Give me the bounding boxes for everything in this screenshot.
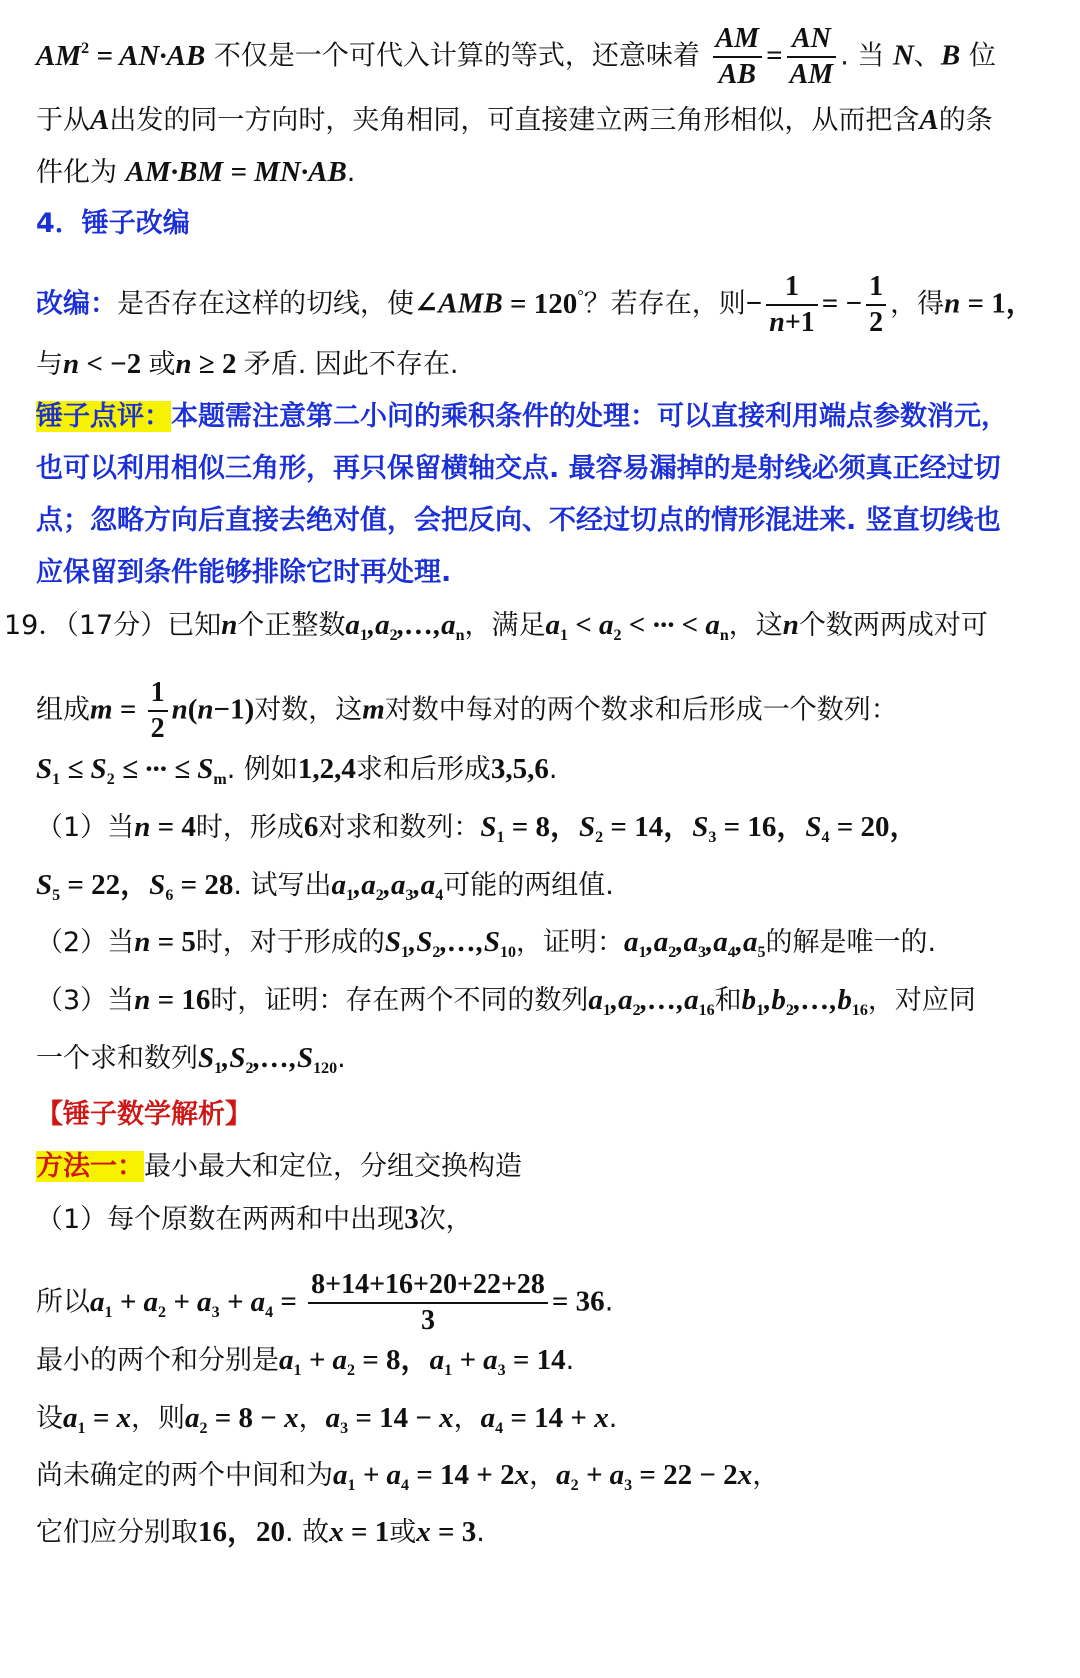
solution-step-1: （1）每个原数在两两和中出现3次， — [36, 1203, 473, 1235]
solution-step-6: 它们应分别取16，20. 故x = 1或x = 3. — [36, 1516, 485, 1548]
solution-step-2: 所以$a_1 + a_2 + a_3 + a_4$ = $\frac{8+14+16+20+22+28}{3}$ = 36. — [36, 1269, 614, 1336]
text: 次， — [418, 1204, 473, 1235]
problem-19-line-1: 19．（17分）已知n个正整数$a_1,a_2,\dots,a_n$，满足$a_1 < a_2$ < ··· < $a_n$，这n个数两两成对可 — [4, 609, 988, 644]
adapt-line-2: 与n < −2 或n ≥ 2 矛盾. 因此不存在. — [36, 348, 459, 380]
adapt-line-1: 改编：是否存在这样的切线，使∠AMB = 120°？若存在，则− $\frac{1}{n+1}$ = − $\frac{1}{2}$ ，得n = 1， — [36, 271, 1035, 338]
text: ，则 — [131, 1403, 186, 1434]
text: 对数中每对的两个数求和后形成一个数列： — [384, 694, 898, 726]
fraction-am-ab: $\frac{AM}{AB}$ — [713, 22, 763, 92]
text: 时，证明：存在两个不同的数列 — [210, 985, 589, 1016]
text: ，得 — [890, 288, 945, 320]
text: 它们应分别取 — [36, 1517, 198, 1548]
text: 不仅是一个可代入计算的等式，还意味着 — [213, 40, 700, 72]
text: 件化为 — [36, 157, 117, 188]
text: 所以 — [36, 1286, 90, 1318]
text: 与 — [36, 349, 63, 380]
fraction-sum-over-3: $\frac{8+14+16+20+22+28}{3}$ — [308, 1268, 548, 1338]
text: 或 — [148, 349, 176, 380]
comment-line-2 — [36, 449, 1050, 489]
text: 对求和数列： — [318, 812, 481, 843]
text: ，对应同 — [867, 985, 976, 1016]
text: . 试写出 — [233, 870, 332, 901]
question-3-line-1: （3）当n = 16时，证明：存在两个不同的数列$a_1,a_2,\dots,a_{16}$和$b_1,b_2,\dots,b_{16}$，对应同 — [36, 984, 976, 1019]
solution-step-5: 尚未确定的两个中间和为$a_1 + a_4 = 14 + 2x$，$a_2 + a_3 = 22 - 2x$， — [36, 1459, 780, 1494]
comment-line-3 — [36, 501, 1050, 541]
text: （17分）已知 — [65, 610, 222, 641]
text: （2）当 — [36, 927, 135, 958]
text: 可能的两组值. — [443, 870, 614, 901]
text: 点；忽略方向后直接去绝对值，会把反向、不经过切点的情形混进来. 竖直切线也 — [36, 505, 1001, 536]
text: （3）当 — [36, 985, 135, 1016]
text: 一个求和数列 — [36, 1043, 198, 1074]
question-1-line-1: （1）当n = 4时，形成6对求和数列：$S_1 = 8$，$S_2 = 14$，$S_3 = 16$，$S_4 = 20$， — [36, 811, 919, 846]
math-am2-eq: $AM^2 = AN\cdot AB$ — [36, 39, 206, 72]
text: 时，对于形成的 — [195, 927, 385, 958]
fraction-1-n1: $\frac{1}{n+1}$ — [766, 270, 818, 340]
comment-line-1 — [36, 397, 1050, 437]
text: ，这 — [728, 610, 783, 641]
text: 求和后形成 — [355, 754, 491, 785]
text: 矛盾. 因此不存在. — [243, 349, 459, 380]
text: ，满足 — [464, 610, 546, 641]
para-line-1: $AM^2 = AN\cdot AB$ 不仅是一个可代入计算的等式，还意味着 $\frac{AM}{AB}$ = $\frac{AN}{AM}$ . 当 N、B 位 — [36, 23, 996, 90]
solution-step-4: 设$a_1 = x$，则$a_2 = 8 - x$，$a_3 = 14 - x$，$a_4 = 14 + x$. — [36, 1402, 618, 1437]
text: 是否存在这样的切线，使 — [117, 288, 414, 320]
method-label: 方法一： — [36, 1151, 144, 1182]
text: 出发的同一方向时，夹角相同，可直接建立两三角形相似，从而把含 — [109, 105, 920, 136]
question-2-line: （2）当n = 5时，对于形成的$S_1,S_2,\dots,S_{10}$，证明：$a_1,a_2,a_3,a_4,a_5$的解是唯一的. — [36, 926, 937, 961]
text: 位 — [968, 40, 996, 72]
analysis-heading — [36, 1095, 1050, 1135]
text: 组成 — [36, 694, 90, 726]
text: 的条 — [938, 105, 993, 136]
fraction-an-am: $\frac{AN}{AM}$ — [787, 22, 837, 92]
text: 和 — [714, 985, 742, 1016]
text: （1）当 — [36, 812, 135, 843]
para-line-3: 件化为 AM·BM = MN·AB. — [36, 156, 356, 188]
text: （1）每个原数在两两和中出现 — [36, 1204, 405, 1235]
text: 最小最大和定位，分组交换构造 — [144, 1151, 522, 1182]
text: 对数，这 — [254, 694, 363, 726]
text: 本题需注意第二小问的乘积条件的处理：可以直接利用端点参数消元， — [171, 401, 1008, 432]
fraction-1-2: $\frac{1}{2}$ — [148, 676, 168, 746]
text: 设 — [36, 1403, 63, 1434]
section-heading-4 — [36, 204, 1050, 244]
text: . 故 — [285, 1517, 330, 1548]
text: 或 — [389, 1517, 417, 1548]
solution-step-3: 最小的两个和分别是$a_1 + a_2 = 8$，$a_1 + a_3 = 14$. — [36, 1344, 575, 1379]
heading-text: 4．锤子改编 — [36, 208, 190, 239]
text: . 例如 — [226, 754, 298, 785]
method-line — [36, 1147, 1050, 1187]
text: 的解是唯一的. — [765, 927, 937, 958]
fraction-1-2: $\frac{1}{2}$ — [866, 270, 886, 340]
text: 也可以利用相似三角形，再只保留横轴交点. 最容易漏掉的是射线必须真正经过切 — [36, 453, 1001, 484]
problem-number: 19． — [4, 610, 66, 641]
comment-line-4 — [36, 553, 1050, 593]
text: 尚未确定的两个中间和为 — [36, 1460, 333, 1491]
problem-19-line-3: $S_1 \le S_2$ ≤ ··· ≤ $S_m$. 例如1,2,4求和后形成3,5,6. — [36, 753, 558, 788]
text: 时，形成 — [195, 812, 304, 843]
text: 最小的两个和分别是 — [36, 1345, 279, 1376]
text: 个数两两成对可 — [798, 610, 988, 641]
comment-label: 锤子点评： — [36, 401, 171, 432]
adapt-label: 改编： — [36, 288, 117, 320]
question-3-line-2: 一个求和数列$S_1,S_2,\dots,S_{120}$. — [36, 1042, 346, 1077]
para-line-2: 于从A出发的同一方向时，夹角相同，可直接建立两三角形相似，从而把含A的条 — [36, 104, 993, 136]
text: 个正整数 — [237, 610, 346, 641]
text: ？若存在，则 — [583, 288, 746, 320]
text: ，证明： — [516, 927, 625, 958]
heading-text: 【锤子数学解析】 — [36, 1099, 252, 1130]
question-1-line-2: $S_5 = 22$，$S_6 = 28$. 试写出$a_1,a_2,a_3,a_4$可能的两组值. — [36, 869, 614, 904]
text: 于从 — [36, 105, 90, 136]
text: 应保留到条件能够排除它时再处理. — [36, 557, 452, 588]
problem-19-line-2: 组成m = $\frac{1}{2}$ n(n−1)对数，这m对数中每对的两个数求和后形成一个数列： — [36, 677, 898, 744]
